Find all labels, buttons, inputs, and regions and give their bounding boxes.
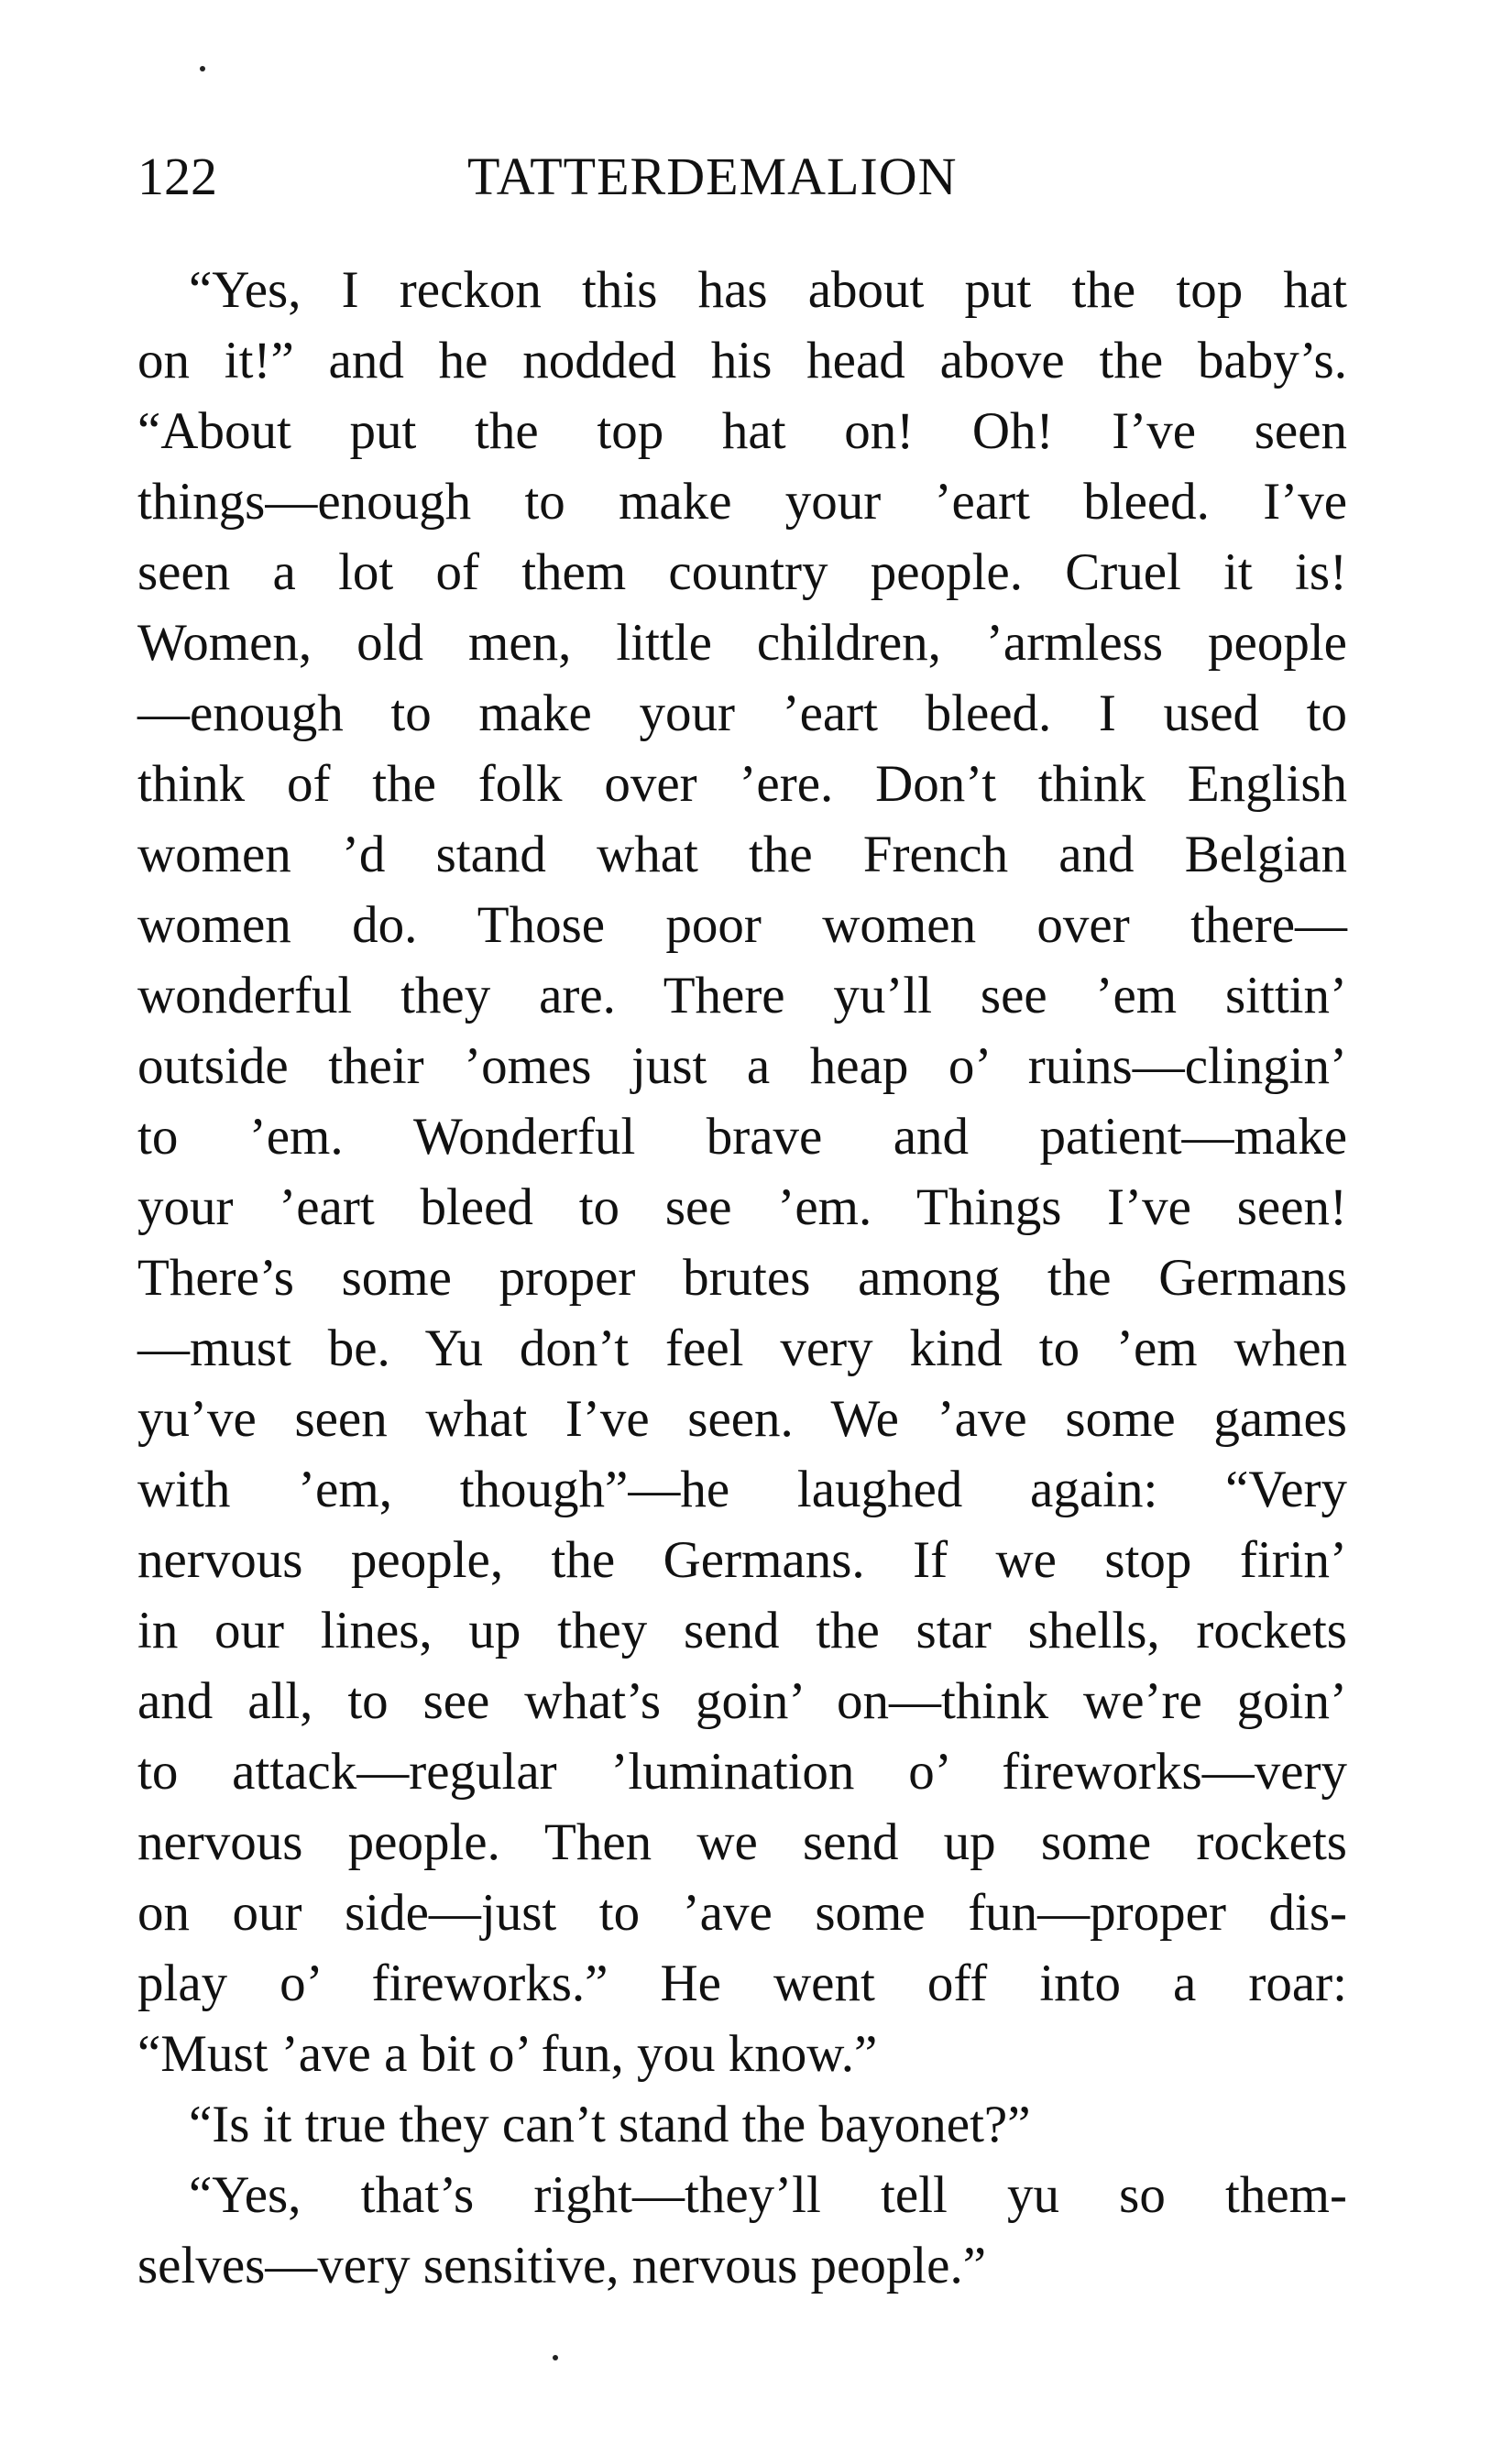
text-line: to attack—regular ’lumination o’ fireworks—very — [137, 1743, 1347, 1801]
print-speck-top — [200, 66, 205, 71]
running-title: TATTERDEMALION — [467, 147, 958, 206]
text-line: nervous people. Then we send up some rockets — [137, 1813, 1347, 1871]
text-line: “Yes, I reckon this has about put the top hat — [189, 261, 1347, 319]
text-line: wonderful they are. There yu’ll see ’em sittin’ — [137, 967, 1347, 1024]
text-line: women do. Those poor women over there— — [137, 896, 1347, 954]
text-line: “Is it true they can’t stand the bayonet?” — [189, 2096, 1031, 2153]
text-line: think of the folk over ’ere. Don’t think English — [137, 755, 1347, 813]
page-number: 122 — [137, 147, 217, 206]
running-head — [137, 145, 1365, 209]
text-line: yu’ve seen what I’ve seen. We ’ave some games — [137, 1390, 1347, 1448]
text-line: —enough to make your ’eart bleed. I used to — [137, 684, 1347, 742]
text-line: outside their ’omes just a heap o’ ruins—clingin’ — [137, 1037, 1347, 1095]
print-speck-bottom — [553, 2355, 558, 2360]
text-line: play o’ fireworks.” He went off into a roar: — [137, 1955, 1347, 2012]
text-line: There’s some proper brutes among the Germans — [137, 1249, 1347, 1307]
text-line: “Must ’ave a bit o’ fun, you know.” — [137, 2025, 878, 2083]
text-line: and all, to see what’s goin’ on—think we’re goin’ — [137, 1672, 1347, 1730]
text-line: Women, old men, little children, ’armless people — [137, 614, 1347, 672]
text-line: to ’em. Wonderful brave and patient—make — [137, 1108, 1347, 1166]
text-line: on our side—just to ’ave some fun—proper dis- — [137, 1884, 1347, 1942]
text-line: selves—very sensitive, nervous people.” — [137, 2237, 986, 2294]
text-line: on it!” and he nodded his head above the baby’s. — [137, 332, 1347, 389]
text-line: in our lines, up they send the star shells, rockets — [137, 1602, 1347, 1659]
text-line: with ’em, though”—he laughed again: “Very — [137, 1461, 1347, 1518]
text-line: women ’d stand what the French and Belgian — [137, 826, 1347, 883]
text-line: seen a lot of them country people. Cruel it is! — [137, 543, 1347, 601]
text-line: things—enough to make your ’eart bleed. I’ve — [137, 473, 1347, 531]
text-line: nervous people, the Germans. If we stop firin’ — [137, 1531, 1347, 1589]
body-text — [137, 255, 1347, 2301]
text-line: “Yes, that’s right—they’ll tell yu so them- — [189, 2166, 1347, 2224]
text-line: —must be. Yu don’t feel very kind to ’em when — [137, 1320, 1347, 1377]
text-line: your ’eart bleed to see ’em. Things I’ve seen! — [137, 1178, 1347, 1236]
text-line: “About put the top hat on! Oh! I’ve seen — [137, 402, 1347, 460]
